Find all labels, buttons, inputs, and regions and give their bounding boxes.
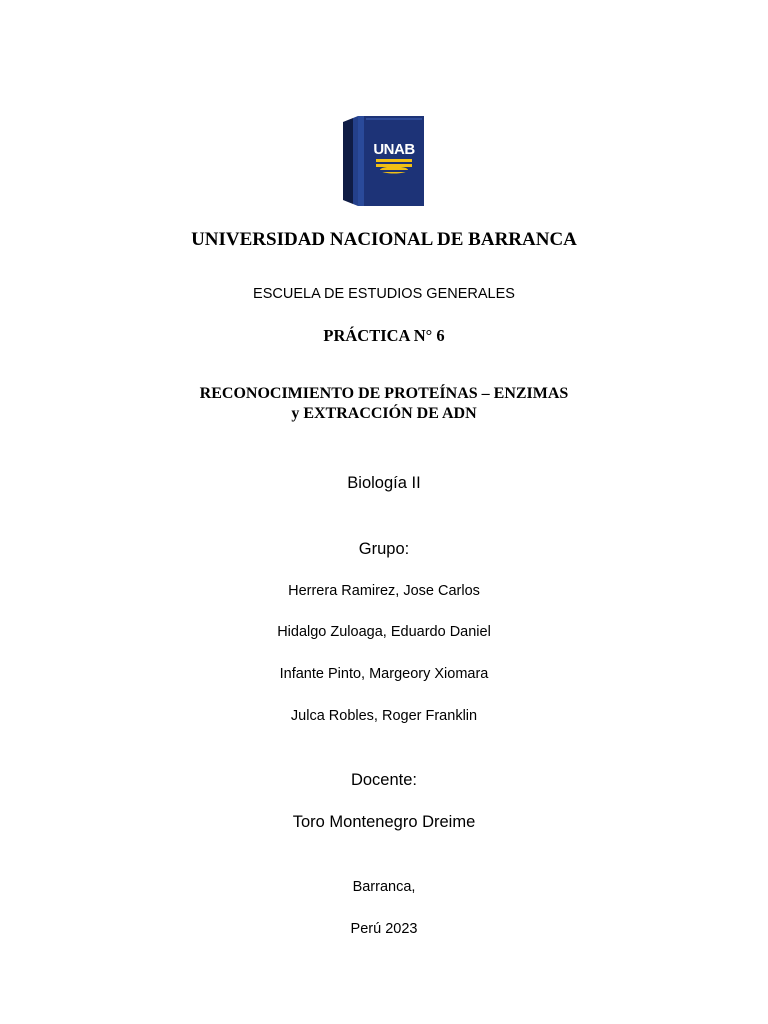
- course-name: Biología II: [347, 474, 421, 492]
- practice-number: PRÁCTICA N° 6: [323, 326, 445, 345]
- group-member: Herrera Ramirez, Jose Carlos: [288, 583, 480, 599]
- teacher-name: Toro Montenegro Dreime: [292, 813, 476, 831]
- country-year: Perú 2023: [350, 921, 418, 937]
- university-name: UNIVERSIDAD NACIONAL DE BARRANCA: [191, 229, 577, 250]
- teacher-label: Docente:: [350, 771, 418, 789]
- city: Barranca,: [352, 879, 416, 895]
- svg-text:UNAB: UNAB: [373, 141, 415, 158]
- title-line-2: y EXTRACCIÓN DE ADN: [291, 405, 477, 422]
- group-label: Grupo:: [358, 540, 410, 558]
- group-member: Infante Pinto, Margeory Xiomara: [279, 666, 489, 682]
- title-line-1: RECONOCIMIENTO DE PROTEÍNAS – ENZIMAS: [199, 385, 569, 402]
- group-member: Hidalgo Zuloaga, Eduardo Daniel: [277, 624, 491, 640]
- school-name: ESCUELA DE ESTUDIOS GENERALES: [253, 286, 515, 302]
- unab-book-logo: [340, 112, 426, 208]
- group-member: Julca Robles, Roger Franklin: [290, 708, 478, 724]
